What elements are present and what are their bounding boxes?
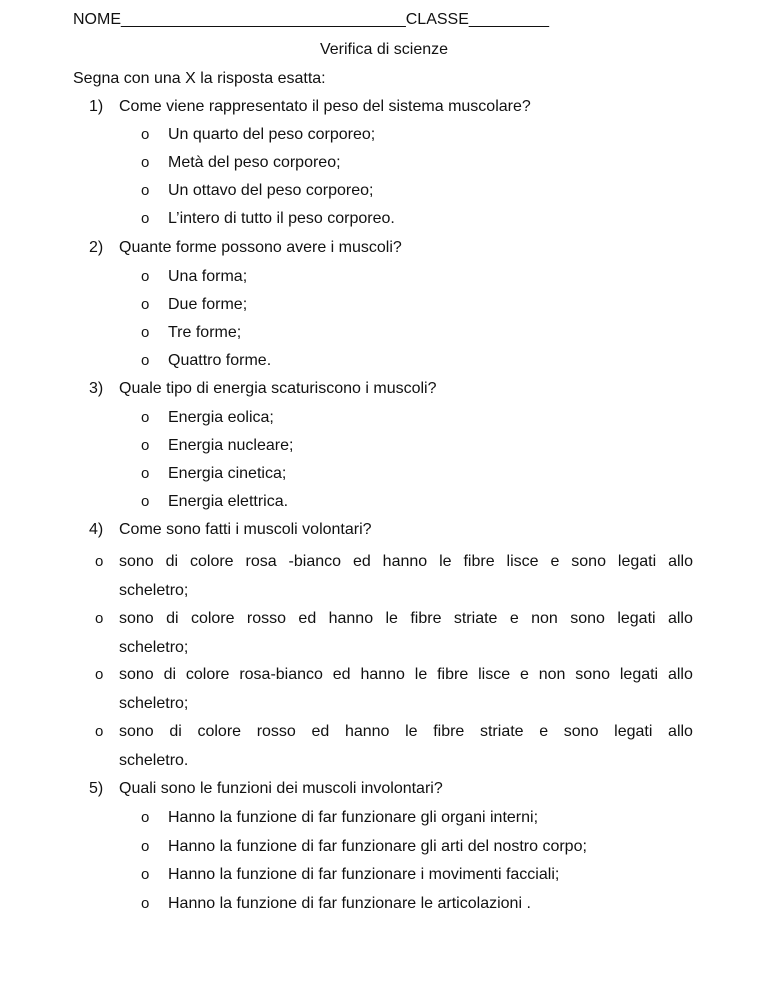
circle-bullet-icon: o [141, 296, 150, 313]
option-2a[interactable] [141, 267, 247, 287]
option-word: hanno [344, 723, 390, 740]
option-word: legati [614, 723, 653, 740]
question-4 [89, 520, 372, 540]
option-1a[interactable] [141, 125, 375, 145]
option-4d[interactable] [95, 722, 693, 771]
option-5d[interactable] [141, 894, 531, 914]
option-text-justified [119, 552, 693, 572]
option-word: sono [570, 610, 605, 627]
option-word: sono [119, 553, 154, 570]
option-word: hanno [360, 666, 405, 683]
question-number: 1) [89, 98, 104, 115]
option-word: fibre [410, 610, 442, 627]
option-word: rosso [246, 610, 287, 627]
question-number: 4) [89, 521, 104, 538]
option-word: legati [617, 610, 656, 627]
circle-bullet-icon: o [141, 838, 150, 855]
option-3b[interactable] [141, 436, 293, 456]
option-text-justified [119, 722, 693, 742]
option-word: le [385, 610, 398, 627]
option-word: hanno [382, 553, 428, 570]
option-text-justified [119, 609, 693, 629]
option-word: di [163, 666, 177, 683]
circle-bullet-icon: o [141, 465, 150, 482]
option-text: Energia nucleare; [168, 437, 294, 454]
option-1d[interactable] [141, 209, 395, 229]
option-2b[interactable] [141, 295, 247, 315]
question-number: 5) [89, 780, 104, 797]
option-5c[interactable] [141, 865, 559, 885]
option-word: di [165, 553, 179, 570]
option-text: Hanno la funzione di far funzionare gli arti del nostro corpo; [168, 838, 587, 855]
question-2 [89, 238, 402, 258]
option-word: sono [563, 723, 599, 740]
option-word: fibre [437, 666, 469, 683]
option-word: ed [332, 666, 351, 683]
option-word: sono [119, 723, 154, 740]
option-word: allo [667, 666, 693, 683]
instruction-text: Segna con una X la risposta esatta: [73, 70, 326, 87]
option-text: Metà del peso corporeo; [168, 154, 341, 171]
option-word: striate [479, 723, 524, 740]
circle-bullet-icon: o [141, 866, 150, 883]
name-class-header: NOME________________________________CLASSE_________ [73, 11, 549, 28]
option-word: rosa [245, 553, 277, 570]
option-5a[interactable] [141, 808, 538, 828]
option-word: e [519, 666, 529, 683]
option-word: -bianco [288, 553, 342, 570]
option-word: rosa-bianco [239, 666, 323, 683]
option-1c[interactable] [141, 181, 373, 201]
option-word: non [538, 666, 566, 683]
option-word: colore [190, 610, 235, 627]
circle-bullet-icon: o [141, 895, 150, 912]
question-text: Come viene rappresentato il peso del sistema muscolare? [119, 98, 531, 115]
circle-bullet-icon: o [95, 723, 104, 740]
option-word: striate [453, 610, 498, 627]
option-3c[interactable] [141, 464, 286, 484]
option-word: di [169, 723, 182, 740]
circle-bullet-icon: o [141, 324, 150, 341]
option-text-continuation: scheletro; [119, 582, 189, 599]
option-text-justified [119, 665, 693, 685]
option-word: sono [575, 666, 610, 683]
option-word: ed [311, 723, 330, 740]
option-3d[interactable] [141, 492, 288, 512]
option-text: Hanno la funzione di far funzionare i movimenti facciali; [168, 866, 560, 883]
question-text: Quante forme possono avere i muscoli? [119, 239, 402, 256]
option-text: Un ottavo del peso corporeo; [168, 182, 374, 199]
option-text: Hanno la funzione di far funzionare le articolazioni . [168, 895, 531, 912]
option-word: colore [190, 553, 234, 570]
option-word: ed [298, 610, 317, 627]
option-word: fibre [463, 553, 495, 570]
option-word: di [166, 610, 179, 627]
circle-bullet-icon: o [141, 409, 150, 426]
option-word: sono [119, 666, 154, 683]
option-word: le [414, 666, 428, 683]
option-word: fibre [433, 723, 465, 740]
option-word: rosso [256, 723, 296, 740]
option-word: allo [667, 610, 693, 627]
option-word: lisce [478, 666, 511, 683]
question-number: 3) [89, 380, 104, 397]
circle-bullet-icon: o [141, 154, 150, 171]
option-word: allo [668, 553, 693, 570]
circle-bullet-icon: o [141, 210, 150, 227]
option-word: legati [619, 666, 659, 683]
circle-bullet-icon: o [141, 493, 150, 510]
question-text: Come sono fatti i muscoli volontari? [119, 521, 372, 538]
question-number: 2) [89, 239, 104, 256]
option-text: Energia elettrica. [168, 493, 289, 510]
option-2c[interactable] [141, 323, 241, 343]
option-text-continuation: scheletro; [119, 695, 189, 712]
option-text-continuation: scheletro. [119, 752, 189, 769]
circle-bullet-icon: o [141, 809, 150, 826]
option-text: Hanno la funzione di far funzionare gli organi interni; [168, 809, 539, 826]
option-word: sono [119, 610, 154, 627]
circle-bullet-icon: o [141, 268, 150, 285]
question-1 [89, 97, 531, 117]
option-text: Energia eolica; [168, 409, 274, 426]
option-word: colore [197, 723, 242, 740]
option-5b[interactable] [141, 837, 587, 857]
question-3 [89, 379, 437, 399]
option-word: le [439, 553, 452, 570]
option-word: e [550, 553, 560, 570]
option-word: le [405, 723, 418, 740]
option-text: Tre forme; [168, 324, 242, 341]
option-word: non [531, 610, 558, 627]
option-text: Quattro forme. [168, 352, 272, 369]
option-1b[interactable] [141, 153, 341, 173]
option-4c[interactable] [95, 665, 693, 714]
circle-bullet-icon: o [95, 553, 104, 570]
circle-bullet-icon: o [95, 666, 104, 683]
question-text: Quale tipo di energia scaturiscono i muscoli? [119, 380, 437, 397]
question-text: Quali sono le funzioni dei muscoli involontari? [119, 780, 443, 797]
option-text: L’intero di tutto il peso corporeo. [168, 210, 395, 227]
option-4a[interactable] [95, 552, 693, 601]
option-word: e [509, 610, 519, 627]
option-word: colore [185, 666, 230, 683]
circle-bullet-icon: o [141, 182, 150, 199]
circle-bullet-icon: o [141, 352, 150, 369]
circle-bullet-icon: o [95, 610, 104, 627]
option-text: Energia cinetica; [168, 465, 287, 482]
option-word: hanno [328, 610, 374, 627]
circle-bullet-icon: o [141, 126, 150, 143]
option-text-continuation: scheletro; [119, 639, 189, 656]
option-word: lisce [506, 553, 539, 570]
option-word: legati [617, 553, 657, 570]
option-word: e [539, 723, 549, 740]
option-word: ed [352, 553, 371, 570]
page-title: Verifica di scienze [319, 41, 449, 58]
option-4b[interactable] [95, 609, 693, 658]
option-text: Un quarto del peso corporeo; [168, 126, 376, 143]
question-5 [89, 779, 443, 799]
option-text: Due forme; [168, 296, 248, 313]
circle-bullet-icon: o [141, 437, 150, 454]
option-word: allo [668, 723, 693, 740]
option-2d[interactable] [141, 351, 271, 371]
option-word: sono [571, 553, 606, 570]
option-text: Una forma; [168, 268, 248, 285]
option-3a[interactable] [141, 408, 274, 428]
